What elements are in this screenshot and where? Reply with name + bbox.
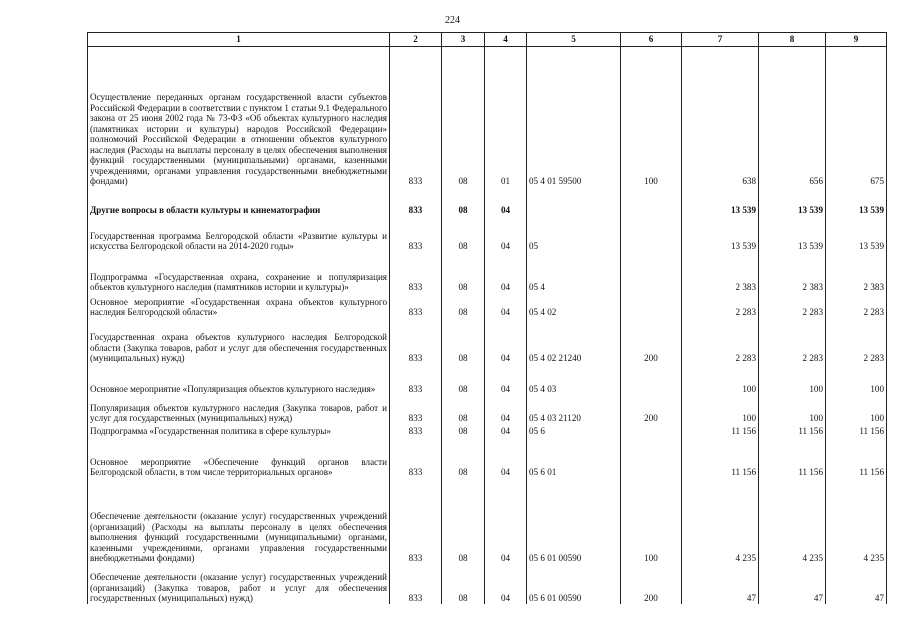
- col-header-5: 5: [527, 33, 621, 47]
- row-amount-year-2: 656: [759, 47, 826, 187]
- row-subsection: 04: [485, 395, 527, 424]
- row-section: 08: [442, 187, 485, 216]
- row-amount-year-3: 2 283: [826, 293, 887, 318]
- row-subsection: 04: [485, 364, 527, 395]
- row-description: Обеспечение деятельности (оказание услуг) государственных учреждений (организаций) (Закупка товаров, работ и услуг для обеспечения государственных (муниципальных) нужд): [88, 564, 390, 604]
- row-amount-year-3: 100: [826, 364, 887, 395]
- table-row: [88, 318, 887, 364]
- row-amount-year-1: 4 235: [682, 478, 759, 564]
- row-expense-type: [621, 187, 682, 216]
- col-header-4: 4: [485, 33, 527, 47]
- row-description: Государственная программа Белгородской области «Развитие культуры и искусства Белгородской области на 2014-2020 годы»: [88, 216, 390, 252]
- row-amount-year-1: 13 539: [682, 187, 759, 216]
- page-number: 224: [445, 15, 460, 26]
- row-ministry-code: 833: [390, 364, 442, 395]
- row-subsection: 04: [485, 252, 527, 293]
- row-amount-year-3: 4 235: [826, 478, 887, 564]
- row-ministry-code: 833: [390, 437, 442, 478]
- table-row: [88, 187, 887, 216]
- row-section: 08: [442, 395, 485, 424]
- row-ministry-code: 833: [390, 564, 442, 604]
- row-section: 08: [442, 564, 485, 604]
- row-amount-year-1: 47: [682, 564, 759, 604]
- row-ministry-code: 833: [390, 47, 442, 187]
- row-amount-year-1: 638: [682, 47, 759, 187]
- row-amount-year-2: 2 283: [759, 318, 826, 364]
- row-target-article: 05 4 02 21240: [527, 318, 621, 364]
- row-amount-year-2: 13 539: [759, 216, 826, 252]
- row-section: 08: [442, 364, 485, 395]
- table-body: [88, 47, 887, 604]
- row-description: Подпрограмма «Государственная охрана, сохранение и популяризация объектов культурного наследия (памятников истории и культуры)»: [88, 252, 390, 293]
- table-row: [88, 252, 887, 293]
- row-expense-type: [621, 216, 682, 252]
- row-target-article: 05 4 03 21120: [527, 395, 621, 424]
- row-amount-year-3: 11 156: [826, 437, 887, 478]
- row-section: 08: [442, 318, 485, 364]
- row-amount-year-2: 11 156: [759, 424, 826, 437]
- row-amount-year-2: 11 156: [759, 437, 826, 478]
- table-row: [88, 364, 887, 395]
- table-row: [88, 47, 887, 187]
- col-header-7: 7: [682, 33, 759, 47]
- table-row: [88, 424, 887, 437]
- row-target-article: 05 6 01: [527, 437, 621, 478]
- row-target-article: 05 6: [527, 424, 621, 437]
- table-row: [88, 293, 887, 318]
- row-expense-type: 200: [621, 564, 682, 604]
- row-section: 08: [442, 252, 485, 293]
- row-expense-type: [621, 437, 682, 478]
- header-row: [88, 33, 887, 47]
- row-amount-year-2: 13 539: [759, 187, 826, 216]
- row-subsection: 04: [485, 478, 527, 564]
- row-amount-year-1: 100: [682, 395, 759, 424]
- row-expense-type: [621, 252, 682, 293]
- col-header-2: 2: [390, 33, 442, 47]
- row-ministry-code: 833: [390, 318, 442, 364]
- col-header-6: 6: [621, 33, 682, 47]
- row-amount-year-3: 2 383: [826, 252, 887, 293]
- row-target-article: 05 6 01 00590: [527, 478, 621, 564]
- row-expense-type: 100: [621, 478, 682, 564]
- row-amount-year-1: 13 539: [682, 216, 759, 252]
- table-row: [88, 437, 887, 478]
- row-expense-type: [621, 293, 682, 318]
- row-section: 08: [442, 216, 485, 252]
- table-row: [88, 478, 887, 564]
- row-target-article: 05 4 02: [527, 293, 621, 318]
- row-ministry-code: 833: [390, 216, 442, 252]
- row-subsection: 04: [485, 424, 527, 437]
- table-row: [88, 395, 887, 424]
- budget-table: [87, 32, 887, 604]
- row-description: Подпрограмма «Государственная политика в сфере культуры»: [88, 424, 390, 437]
- row-section: 08: [442, 47, 485, 187]
- row-ministry-code: 833: [390, 293, 442, 318]
- col-header-9: 9: [826, 33, 887, 47]
- row-ministry-code: 833: [390, 252, 442, 293]
- row-expense-type: [621, 364, 682, 395]
- row-section: 08: [442, 293, 485, 318]
- row-subsection: 04: [485, 187, 527, 216]
- row-amount-year-2: 47: [759, 564, 826, 604]
- row-amount-year-3: 675: [826, 47, 887, 187]
- row-description: Основное мероприятие «Обеспечение функций органов власти Белгородской области, в том числе территориальных органов»: [88, 437, 390, 478]
- col-header-8: 8: [759, 33, 826, 47]
- row-amount-year-2: 2 383: [759, 252, 826, 293]
- row-description: Популяризация объектов культурного наследия (Закупка товаров, работ и услуг для государственных (муниципальных) нужд): [88, 395, 390, 424]
- row-target-article: 05 4 01 59500: [527, 47, 621, 187]
- table-row: [88, 216, 887, 252]
- row-expense-type: 100: [621, 47, 682, 187]
- row-amount-year-1: 100: [682, 364, 759, 395]
- row-section: 08: [442, 424, 485, 437]
- row-amount-year-1: 11 156: [682, 437, 759, 478]
- row-expense-type: 200: [621, 395, 682, 424]
- row-description: Основное мероприятие «Популяризация объектов культурного наследия»: [88, 364, 390, 395]
- row-target-article: 05 4: [527, 252, 621, 293]
- row-section: 08: [442, 437, 485, 478]
- row-subsection: 04: [485, 564, 527, 604]
- row-amount-year-2: 2 283: [759, 293, 826, 318]
- row-amount-year-1: 11 156: [682, 424, 759, 437]
- row-amount-year-1: 2 283: [682, 293, 759, 318]
- row-ministry-code: 833: [390, 424, 442, 437]
- row-target-article: 05 6 01 00590: [527, 564, 621, 604]
- row-amount-year-3: 13 539: [826, 216, 887, 252]
- col-header-1: 1: [88, 33, 390, 47]
- row-description: Другие вопросы в области культуры и кинематографии: [88, 187, 390, 216]
- col-header-3: 3: [442, 33, 485, 47]
- row-amount-year-3: 11 156: [826, 424, 887, 437]
- row-target-article: [527, 187, 621, 216]
- row-expense-type: [621, 424, 682, 437]
- row-ministry-code: 833: [390, 395, 442, 424]
- row-description: Государственная охрана объектов культурного наследия Белгородской области (Закупка товаров, работ и услуг для обеспечения государственных (муниципальных) нужд): [88, 318, 390, 364]
- table-row: [88, 564, 887, 604]
- row-section: 08: [442, 478, 485, 564]
- row-subsection: 04: [485, 216, 527, 252]
- row-amount-year-2: 100: [759, 364, 826, 395]
- row-amount-year-1: 2 383: [682, 252, 759, 293]
- row-amount-year-3: 100: [826, 395, 887, 424]
- row-target-article: 05 4 03: [527, 364, 621, 395]
- row-expense-type: 200: [621, 318, 682, 364]
- row-amount-year-3: 13 539: [826, 187, 887, 216]
- row-amount-year-2: 4 235: [759, 478, 826, 564]
- row-subsection: 04: [485, 318, 527, 364]
- row-amount-year-1: 2 283: [682, 318, 759, 364]
- row-description: Основное мероприятие «Государственная охрана объектов культурного наследия Белгородской области»: [88, 293, 390, 318]
- row-amount-year-3: 2 283: [826, 318, 887, 364]
- row-subsection: 04: [485, 293, 527, 318]
- row-subsection: 04: [485, 437, 527, 478]
- row-ministry-code: 833: [390, 478, 442, 564]
- row-subsection: 01: [485, 47, 527, 187]
- row-ministry-code: 833: [390, 187, 442, 216]
- row-description: Обеспечение деятельности (оказание услуг) государственных учреждений (организаций) (Расходы на выплаты персоналу в целях обеспечения выполнения функций государственными (муниципальными) органами, казенными учреждениями, органами управления государственными внебюджетными фондами): [88, 478, 390, 564]
- row-target-article: 05: [527, 216, 621, 252]
- row-amount-year-3: 47: [826, 564, 887, 604]
- row-amount-year-2: 100: [759, 395, 826, 424]
- row-description: Осуществление переданных органам государственной власти субъектов Российской Федерации в соответствии с пунктом 1 статьи 9.1 Федерального закона от 25 июня 2002 года № 73-ФЗ «Об объектах культурного наследия (памятниках истории и культуры) народов Российской Федерации» полномочий Российской Федерации в отношении объектов культурного наследия (Расходы на выплаты персоналу в целях обеспечения выполнения функций государственными (муниципальными) органами, казенными учреждениями, органами управления государственными внебюджетными фондами): [88, 47, 390, 187]
